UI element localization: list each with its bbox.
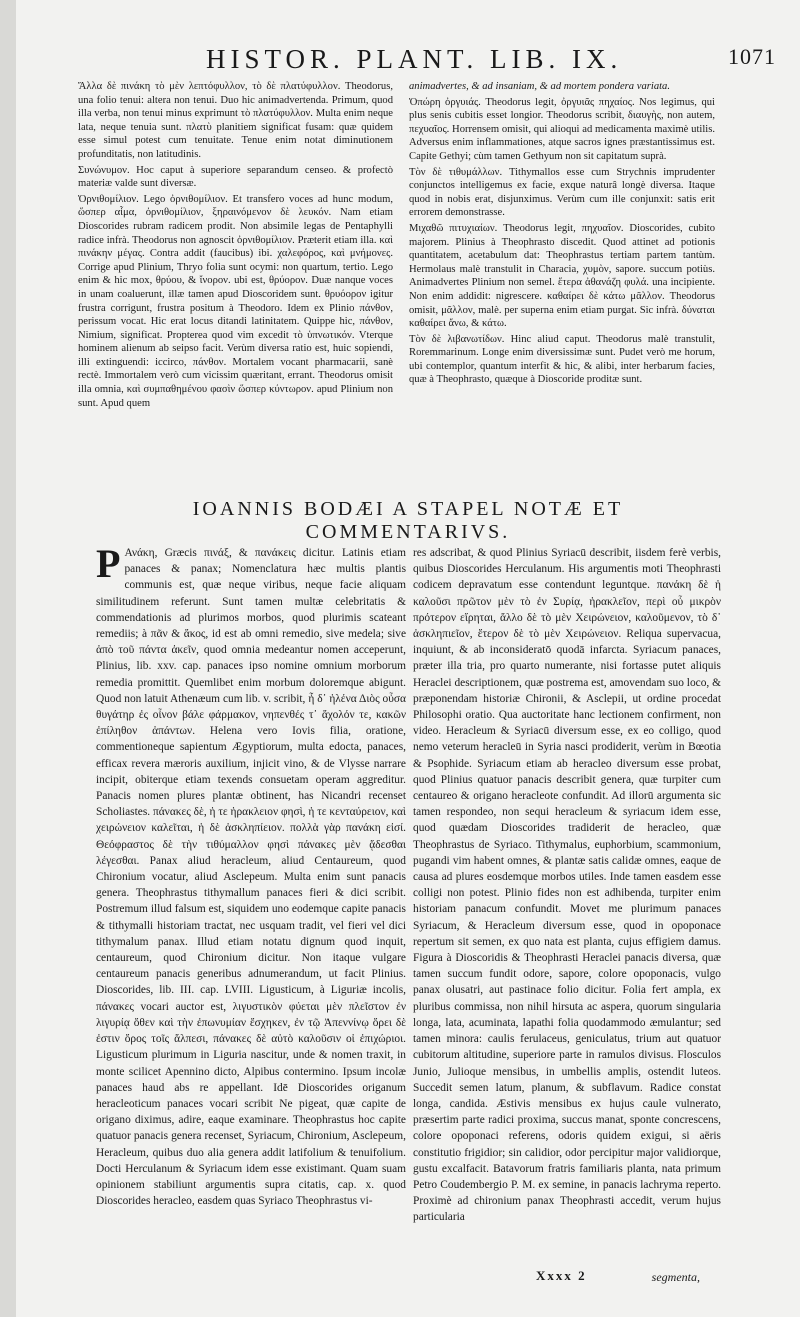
drop-cap: P (96, 545, 121, 586)
paragraph: Τὸν δὲ τιθυμάλλων. Tithymallos esse cum Strychnis imprudenter conjunctos intelligemus ex facie, exque naturâ longè diversa. Itaque quod in nobis erat, disjunximus. Verùm cum ille conjunxit: satis erit errorem demonstrasse. (409, 166, 715, 219)
upper-left-column (78, 80, 393, 480)
catchword: segmenta, (651, 1270, 700, 1284)
paragraph: Ἄλλα δὲ πινάκη τὸ μὲν λεπτόφυλλον, τὸ δὲ πλατύφυλλον. Theodorus, una folio tenui: altera non tenui. Duo hic animadvertenda. Primum, quod illa verba, non tenui minus exprimunt τὸ πλατύφυλλον. Multa enim neque lata, neque tenuia sunt. πλατὺ planitiem significat fusam: quæ quidem esse simul potest cum tenuitate. Tenue enim notat diminutionem profunditatis, non latitudinis. (78, 81, 393, 160)
signature-mark: Xxxx 2 (536, 1268, 587, 1283)
paragraph-text: Ανάκη, Græcis πινάξ, & πανάκεις dicitur. Latinis etiam panaces & panax; Nomenclatura hæc multis plantis communis est, quæ neque viribus, neque facie aliquam similitudinem referunt. Sunt tamen multæ celebritatis & commendationis ad plurimos morbos, quod plurimis scateant remediis; à πᾶν & ἄκος, id est ab omni remedio, sive medela; sive ἀπὸ τοῦ πάντα ἀκεῖν, quod omnia medeantur nomen acceperunt, Plinius, lib. xxv. cap. panaces ipso nomine omnium morborum remedia promittit. Quemlibet enim morbum doloremque abigunt. Quod non latuit Athenæum cum lib. v. scribit, ἦ δ᾽ ἡλένα Διὸς οὖσα θυγάτηρ ἐς οἶνον βάλε φάρμακον, νηπενθές τ᾽ ἄχολόν τε, κακῶν ἐπίληθον ἁπάντων. Helena vero Iovis filia, oratione, commentioneque sapientum Ægyptiorum, multa edocta, panaces, efficax revera mæroris auxilium, injicit vino, & de Vlysse narrare incipit, obiterque etiam texends consuetam operam aggreditur. Panacis nomen plures plantæ obtinent, has Nicandri recenset Scholiastes. πάνακες δὲ, ἡ τε ἡρακλειον φησὶ, ἡ τε κενταύρειον, καὶ χειρώνειον καλεῖται, ἡ δὲ ἀσκληπίειον. πολλὰ γὰρ πανάκη εἰσί. Θεόφραστος δὲ τὴν τιθύμαλλον φησὶ πάνακες μὲν ᾄδεσθαι λέγεσθαι. Panax aliud heracleum, aliud Centaureum, quod Chironium vocatur, aliud Asclepeum. Multa enim sunt panacis genera. Theophrastus tithymallum panaces fieri & dici scribit. Postremum illud falsum est, siquidem uno eodemque capite panacis & tithymalli historiam tractat, nec usquam tradit, vel fieri vel dici tithymalum panax. Illud etiam notatu dignum quod inquit, centaureum, quod Chironium dicitur. Non itaque vulgare centaureum panacis generibus adnumerandum, ut facit Plinius. Dioscorides, lib. III. cap. LVIII. Ligusticum, à Liguriæ incolis, πάνακες vocari auctor est, λιγυστικὸν φύεται μὲν πλεῖστον ἐν λιγυρίᾳ ὄθεν καὶ τὴν ἐπωνυμίαν ἔσχηκεν, ἐν τῷ Ἀπεννίνῳ ὄρει δὲ ἐστιν ὄρος τοῖς ἄλπεσι, πάνακες δὲ αὐτὸ καλοῦσιν οἱ ἐπιχώριοι. Ligusticum plurimum in Liguria nascitur, unde & nomen traxit, in monte scilicet Apennino dicto, Alpibus contermino. Ipsum incolæ panaces haud abs re appellant. Idē Dioscorides origanum heracleoticum panaces vocari scribit Ne pigeat, quæ capite de origano diximus, adire, eaque examinare. Theophrastus hoc capite quatuor panacis genera recenset, Syriacum, Chironium, Asclepeum, Heracleum, quibus duo alia genera addit latifolium & tenuifolium. Docti Herculanum & Syriacum idem esse existimant. Quam suam opinionem stabiliunt argumentis supra citatis, cap. x. quod Dioscorides heracleo, easdem quas Syriaco Theophrastus vi- (96, 547, 406, 1208)
paragraph (96, 545, 406, 1209)
paragraph: Μιχαθῶ πιτυχιαίων. Theodorus legit, πηχυαῖον. Dioscorides, cubito majorem. Plinius à Theophrasto discedit. Quod attinet ad potionis quantitatem, acetabulum dat: Theophrastus tertiam partem tantùm. Hermolaus malè transtulit in Characia, χυμὸν, sapore. succum potiùs. Animadvertes Plinium non semel. ἕτερα ἀθανάζη φυλά. una incipiente. Non enim addidit: nigrescere. καθαίρει δὲ κάτω μᾶλλον. Theodorus omisit, μᾶλλον, malè. per superna enim etiam purgat. Sic infrà. δύναται καθαίρει ἄνω, & κάτω. (409, 222, 715, 330)
paragraph: Συνώνυμον. Hoc caput à superiore separandum censeo. & profectò materiæ valde sunt diversæ. (78, 164, 393, 190)
paragraph: animadvertes, & ad insaniam, & ad mortem pondera variata. (409, 81, 671, 92)
running-title: HISTOR. PLANT. LIB. IX. (206, 44, 623, 74)
paragraph: Ὀρνιθομίλιον. Lego ὀρνιθομίλιον. Et transfero voces ad hunc modum, ὥσπερ αἷμα, ὀρνιθομίλιον, ξηραινόμενον δὲ λευκόν. Nam etiam Dioscorides rubram radicem prodit. Non absimile legas de Pentaphylli radice infrà. Theodorus non agnoscit ὀρνιθομίλιον. Præterit etiam illa. καὶ πινάκην μέγας. Contra addit (faucibus) ibi. χαλεφόρος, καὶ μνήμονες. Corrige apud Plinium, Thryo folia sunt ocymi: non quartum, tertio. Lego enim & hic mox, θρύου, & ἴνορον. ubi est, θρύορον. Duæ nanque voces in unam coaluerunt, illæ tamen apud Dioscoridem sunt. θρυόορον igitur frustra corrigunt, frustra positum à Theodoro. Idem ex Plinio πάνθον, perissum vocat. Hic erat locus ditandi latinitatem. Quippe hic, πάνθον, Nimium, significat. Propterea quod vim excedit τὸ ὑπνωτικόν. Vterque hominem alienum ab seipso facit. Verùm diversa ratio est, huic sopiendi, illi extinguendi: iccirco, πάνθον. Mortalem vocant pharmacarii, sanè rectè. Immortalem verò cum vicissim quæritant, errant. Theodorus omisit illa omnia, καὶ συμπαθημένου φασὶν ὥσπερ κύντωρον. apud Plinium non sunt. Apud quem (78, 193, 393, 409)
lower-left-column (96, 545, 406, 1275)
section-heading: IOANNIS BODÆI A STAPEL NOTÆ ET COMMENTARIVS. (192, 498, 624, 543)
paragraph: res adscribat, & quod Plinius Syriacū describit, iisdem ferè verbis, quibus Dioscorides Herculanum. His argumentis moti Theophrasti codicem depravatum esse contendunt leguntque. πανάκη δὲ ἡ καλοῦσι πρῶτον μὲν τὸ ἐν Συρίᾳ, ἡρακλεῖον, περὶ οὗ μικρὸν πρότερον εἴρηται, ἄλλο δὲ τὸ μὲν Χειρώνειον, καλοῦμενον, τὸ δ᾽ ἀσκληπιεῖον, ἕτερον δὲ τὸ μὲν Χειρώνειον. Reliqua supervacua, inquiunt, & ab inconsideratō quodā infarcta. Syriacum panaces, præter illa tria, pro quarto numerante, nisi fortasse putet aliquis Heraclei descriptionem, quæ postrema est, amovendam suo loco, & præponendam historiæ Chironii, & Asclepii, ut ordine procedat Philosophi oratio. Qua auctoritate hanc lectionem confirment, non video. Heracleum & Syriacū diversum esse, ex eo colligo, quod nemo veterum heracleū in Syria nasci prodiderit, verùm in Bœotia & Psophide. Syriacum etiam ab heracleo diversum esse probat, quod Plinius quatuor panacis describit genera, quæ turpiter cum centaureo & origano heracleote confundit. Ad illorū argumenta sic tamen respondeo, non sequi heracleum & syriacum idem esse, quod quædam Dioscorides tradiderit de heracleo, quæ Theophrastus de Syriaco. Tithymalus, euphorbium, scammonium, pugandi vim habent omnes, & plantæ satis calidæ omnes, eaque de causa ad plures eosdemque morbos utiles. Inde tamen easdem esse colligi non potest. Plinio fides non est adhibenda, turpiter enim historiam panacum confundit. Movet me plurimum panaces Syriacum, & Heracleum diversum esse, quod in opoponace repertum sit semen, ex quo nata est planta, cujus effigiem damus. Figura à Dioscoridis & Theophrasti Heraclei panacis diversa, quæ tamen succum fundit odore, sapore, colore opoponacis, vulgo panax olusatri, aut pastinace folio dicitur. Folia fert ampla, ex pluribus commissa, non nihil hirsuta ac aspera, quorum singularia longa, lata, acuminata, lapathi folia quodammodo æmulantur; sed tamen minora: caulis ferulaceus, geniculatus, trium aut quatuor cubitorum altitudine, superiore parte in ramulos divisus. Flosculos Junio, Julioque mensibus, in umbellis amplis, ostendit luteos. Succedit semen latum, planum, & subflavum. Radice constat longa, candida. Æstivis mensibus ex hujus caule vulnerato, præsertim parte radici proxima, succus manat, sponte concrescens, colore opoponaci referens, odoris quidem exigui, si aëris constitutio frigidior; sin calidior, odor percipitur major validiorque, gustu excalfacit. Batavorum fratris familiaris planta, nata primum Petro Coudembergio P. M. ex semine, in panacis lachryma reperto. Proximè ad chironium panax Theophrasti accedit, verum hujus particularia (413, 547, 721, 1224)
lower-right-column (413, 545, 721, 1270)
paragraph: Τὸν δὲ λιβανωτίδων. Hinc aliud caput. Theodorus malè transtulit, Roremmarinum. Longe enim diversissimæ sunt. Pudet verò me horum, ubi contemplor, quantum interfit & hic, & alibi, inter herbarum facies, quæ à Theophrasto, quæque à Dioscoride proditæ sunt. (409, 333, 715, 386)
paragraph: Ὀπώρη ὀργυιάς. Theodorus legit, ὀργυιᾶς πηχαίος. Nos legimus, qui plus senis cubitis esset longior. Theodorus scribit, διαυγὴς, non autem, πεχυαῖος. Horrensem omisit, qui alioqui ad medicamenta maximè utilis. Adversus enim inflammationes, atque sacros ignes præstantissimus est. Capite Gethyi; cùm tamen Gethyum non sit capitatum suprà. (409, 96, 715, 162)
page-number: 1071 (728, 44, 776, 69)
running-head (16, 44, 800, 72)
upper-right-column (409, 80, 715, 440)
